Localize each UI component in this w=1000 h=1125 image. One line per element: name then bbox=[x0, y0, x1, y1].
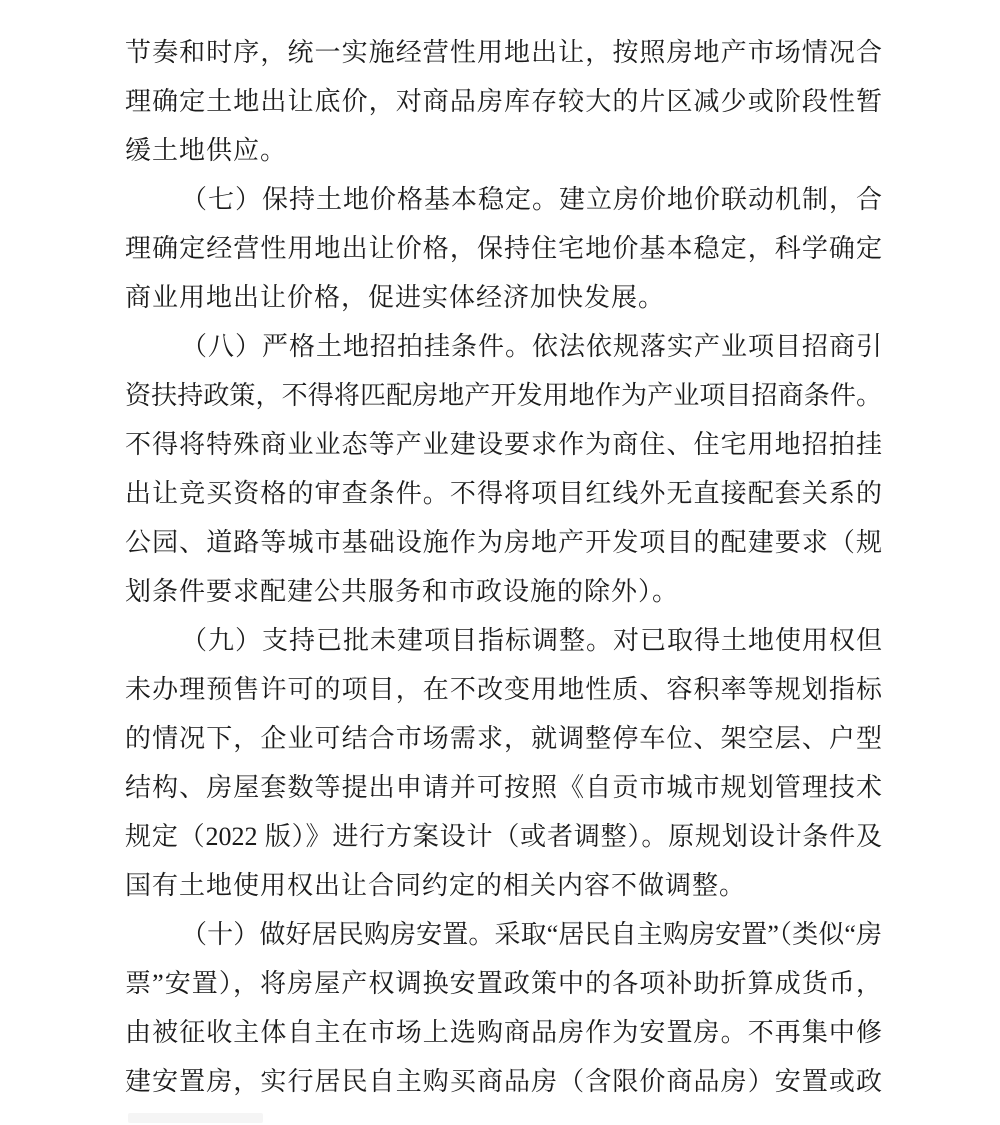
text-line: 缓土地供应。 bbox=[125, 136, 288, 165]
paragraph-item-ten bbox=[125, 910, 882, 1106]
text-line: （九）支持已批未建项目指标调整。对已取得土地使用权但 bbox=[181, 626, 882, 655]
text-line: 公园、道路等城市基础设施作为房地产开发项目的配建要求（规 bbox=[125, 528, 882, 557]
text-line: 不得将特殊商业业态等产业建设要求作为商住、住宅用地招拍挂 bbox=[125, 430, 882, 459]
paragraph-item-seven bbox=[125, 175, 882, 322]
text-line: 结构、房屋套数等提出申请并可按照《自贡市城市规划管理技术 bbox=[125, 773, 882, 802]
text-line: 票”安置），将房屋产权调换安置政策中的各项补助折算成货币， bbox=[125, 969, 882, 998]
text-line: （十）做好居民购房安置。采取“居民自主购房安置”（类似“房 bbox=[181, 920, 882, 949]
paragraph-item-nine bbox=[125, 616, 882, 910]
text-line: 国有土地使用权出让合同约定的相关内容不做调整。 bbox=[125, 871, 747, 900]
paragraph-item-eight bbox=[125, 322, 882, 616]
text-line: （八）严格土地招拍挂条件。依法依规落实产业项目招商引 bbox=[181, 332, 882, 361]
text-line: 规定（2022 版）》进行方案设计（或者调整）。原规划设计条件及 bbox=[125, 822, 882, 851]
text-line: 的情况下，企业可结合市场需求，就调整停车位、架空层、户型 bbox=[125, 724, 882, 753]
text-line: （七）保持土地价格基本稳定。建立房价地价联动机制，合 bbox=[181, 185, 882, 214]
text-line: 未办理预售许可的项目，在不改变用地性质、容积率等规划指标 bbox=[125, 675, 882, 704]
text-line: 理确定经营性用地出让价格，保持住宅地价基本稳定，科学确定 bbox=[125, 234, 882, 263]
text-line: 商业用地出让价格，促进实体经济加快发展。 bbox=[125, 283, 666, 312]
document-text bbox=[125, 28, 882, 1106]
text-line: 建安置房，实行居民自主购买商品房（含限价商品房）安置或政 bbox=[125, 1067, 882, 1096]
text-line: 出让竞买资格的审查条件。不得将项目红线外无直接配套关系的 bbox=[125, 479, 882, 508]
scan-artifact bbox=[128, 1113, 263, 1123]
text-line: 节奏和时序，统一实施经营性用地出让，按照房地产市场情况合 bbox=[125, 38, 882, 67]
paragraph-continuation bbox=[125, 28, 882, 175]
text-line: 资扶持政策，不得将匹配房地产开发用地作为产业项目招商条件。 bbox=[125, 381, 882, 410]
text-line: 划条件要求配建公共服务和市政设施的除外）。 bbox=[125, 577, 680, 606]
text-line: 由被征收主体自主在市场上选购商品房作为安置房。不再集中修 bbox=[125, 1018, 882, 1047]
text-line: 理确定土地出让底价，对商品房库存较大的片区减少或阶段性暂 bbox=[125, 87, 882, 116]
